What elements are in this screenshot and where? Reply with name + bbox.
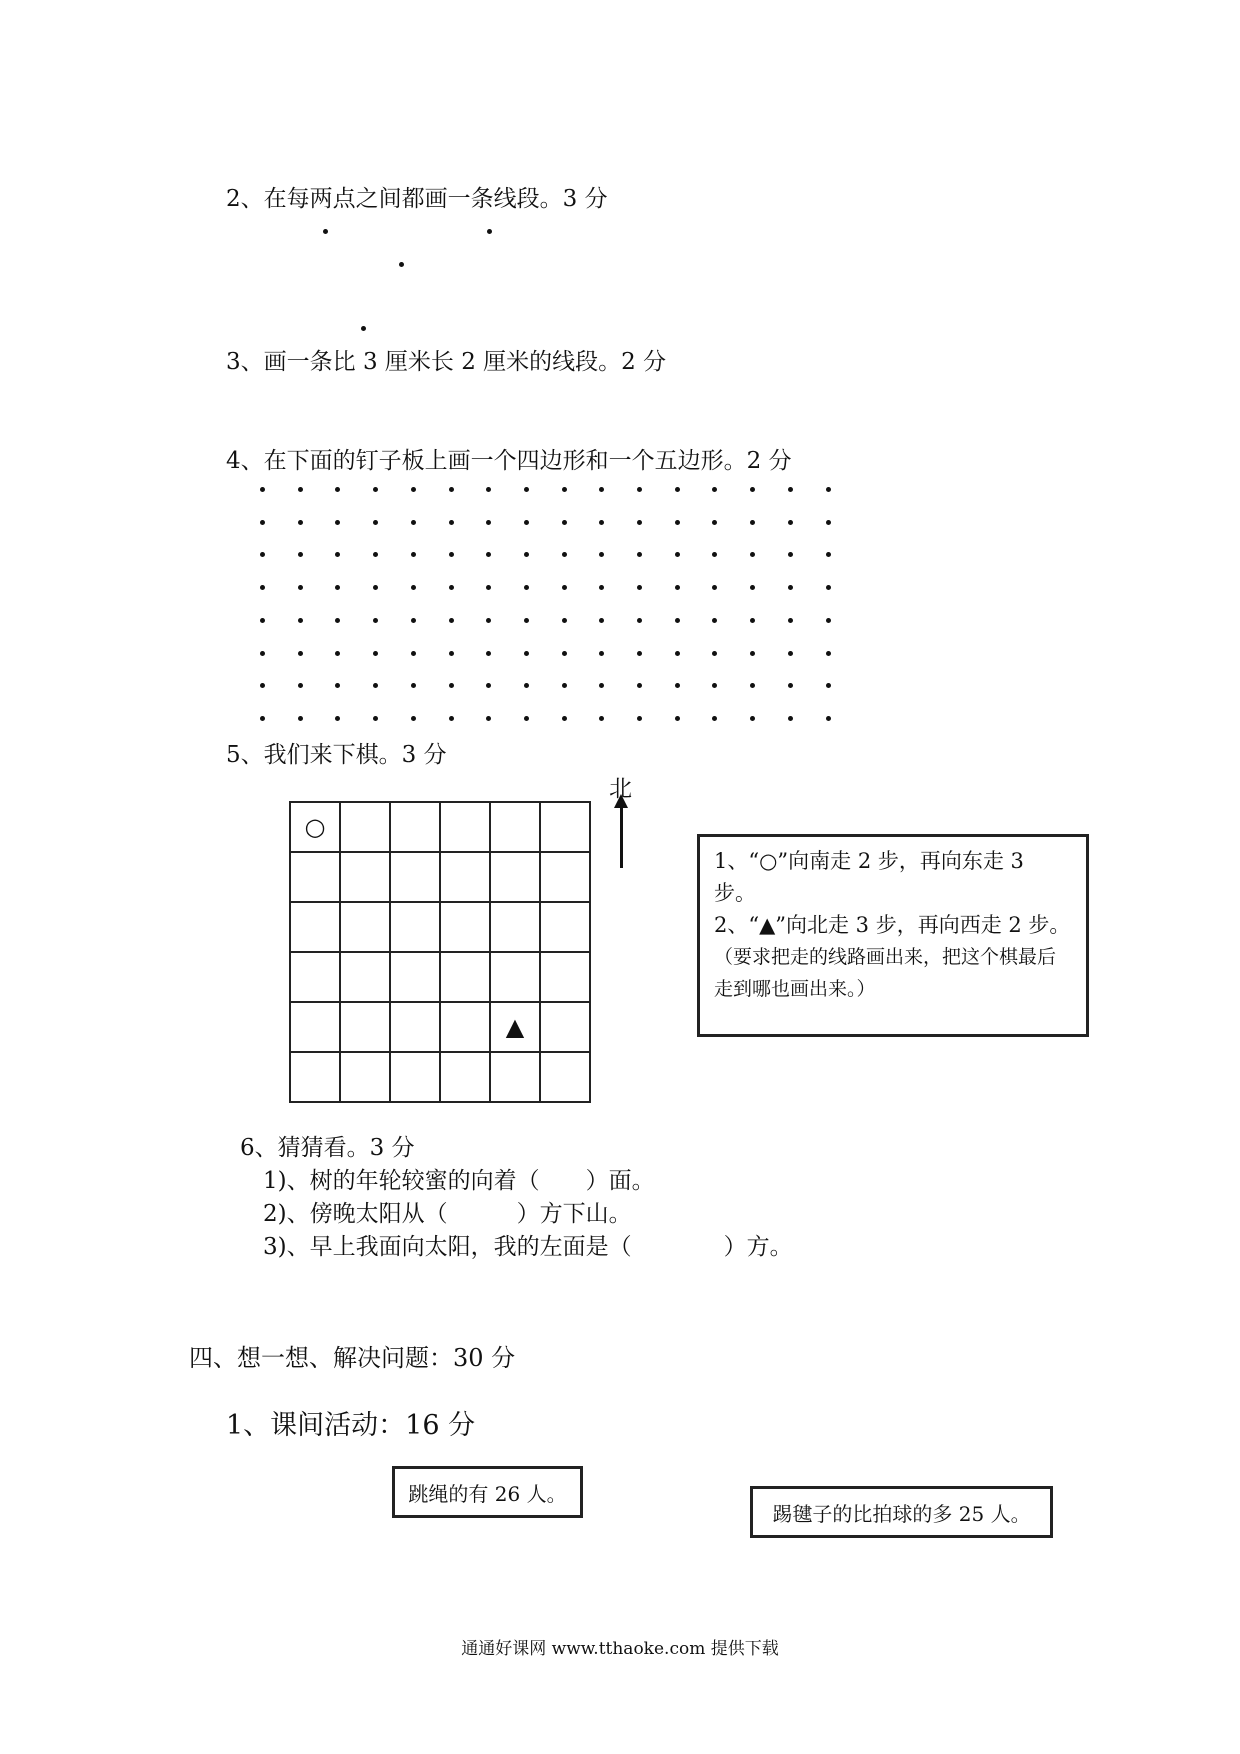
peg-dot[interactable] — [788, 487, 793, 492]
peg-dot[interactable] — [298, 585, 303, 590]
peg-dot[interactable] — [675, 487, 680, 492]
peg-dot[interactable] — [298, 618, 303, 623]
peg-dot[interactable] — [750, 651, 755, 656]
peg-dot[interactable] — [637, 585, 642, 590]
peg-dot[interactable] — [411, 683, 416, 688]
peg-dot[interactable] — [599, 585, 604, 590]
circle-piece-icon[interactable]: ○ — [304, 813, 326, 841]
peg-dot[interactable] — [637, 487, 642, 492]
peg-dot[interactable] — [826, 552, 831, 557]
peg-dot[interactable] — [524, 716, 529, 721]
board-row — [290, 902, 590, 952]
peg-dot[interactable] — [675, 651, 680, 656]
peg-dot[interactable] — [562, 552, 567, 557]
board-cell[interactable] — [490, 1002, 540, 1052]
peg-dot[interactable] — [788, 651, 793, 656]
peg-board[interactable] — [260, 487, 840, 727]
peg-dot[interactable] — [260, 683, 265, 688]
north-arrow-shaft — [620, 803, 623, 868]
peg-dot[interactable] — [750, 585, 755, 590]
peg-dot[interactable] — [335, 487, 340, 492]
board-cell[interactable] — [490, 852, 540, 902]
board-cell[interactable] — [440, 902, 490, 952]
peg-dot[interactable] — [298, 651, 303, 656]
peg-dot[interactable] — [788, 716, 793, 721]
peg-dot[interactable] — [826, 618, 831, 623]
peg-dot[interactable] — [373, 716, 378, 721]
peg-dot[interactable] — [826, 716, 831, 721]
guess-item-2: 2)、傍晚太阳从（ ）方下山。 — [263, 1201, 632, 1227]
peg-dot[interactable] — [411, 651, 416, 656]
rule-2: 2、“▲”向北走 3 步，再向西走 2 步。 — [714, 913, 1071, 937]
question-6-text: 6、猜猜看。3 分 — [240, 1135, 415, 1161]
board-cell[interactable] — [340, 952, 390, 1002]
peg-dot[interactable] — [599, 618, 604, 623]
board-cell[interactable] — [440, 1002, 490, 1052]
peg-dot[interactable] — [712, 585, 717, 590]
peg-dot[interactable] — [788, 552, 793, 557]
board-cell[interactable] — [290, 802, 340, 852]
peg-dot[interactable] — [373, 552, 378, 557]
peg-dot[interactable] — [562, 683, 567, 688]
peg-dot[interactable] — [335, 585, 340, 590]
peg-dot[interactable] — [675, 585, 680, 590]
board-cell[interactable] — [290, 902, 340, 952]
chess-board[interactable] — [289, 801, 591, 1103]
peg-dot[interactable] — [411, 552, 416, 557]
peg-dot[interactable] — [486, 585, 491, 590]
board-cell[interactable] — [340, 1052, 390, 1102]
peg-dot[interactable] — [826, 487, 831, 492]
board-cell[interactable] — [440, 852, 490, 902]
peg-dot[interactable] — [524, 520, 529, 525]
peg-dot[interactable] — [637, 520, 642, 525]
peg-dot[interactable] — [712, 716, 717, 721]
peg-dot[interactable] — [712, 683, 717, 688]
peg-dot[interactable] — [486, 487, 491, 492]
point-b — [487, 229, 492, 234]
peg-dot[interactable] — [524, 585, 529, 590]
peg-dot[interactable] — [486, 651, 491, 656]
peg-dot[interactable] — [449, 552, 454, 557]
board-cell[interactable] — [290, 1052, 340, 1102]
board-cell[interactable] — [540, 1002, 590, 1052]
peg-dot[interactable] — [486, 552, 491, 557]
board-cell[interactable] — [540, 902, 590, 952]
point-d — [361, 326, 366, 331]
peg-dot[interactable] — [260, 487, 265, 492]
peg-dot[interactable] — [675, 716, 680, 721]
peg-dot[interactable] — [750, 683, 755, 688]
peg-dot[interactable] — [826, 651, 831, 656]
peg-dot[interactable] — [298, 487, 303, 492]
board-row — [290, 1052, 590, 1102]
peg-dot[interactable] — [260, 552, 265, 557]
board-cell[interactable] — [440, 952, 490, 1002]
question-3-text: 3、画一条比 3 厘米长 2 厘米的线段。2 分 — [226, 349, 667, 375]
peg-dot[interactable] — [750, 716, 755, 721]
rule-note: （要求把走的线路画出来，把这个棋最后走到哪也画出来。） — [714, 946, 1057, 1000]
peg-dot[interactable] — [712, 552, 717, 557]
peg-dot[interactable] — [599, 487, 604, 492]
peg-dot[interactable] — [524, 552, 529, 557]
peg-dot[interactable] — [486, 716, 491, 721]
board-row — [290, 1002, 590, 1052]
peg-dot[interactable] — [675, 520, 680, 525]
peg-dot[interactable] — [260, 520, 265, 525]
peg-dot[interactable] — [411, 618, 416, 623]
shuttlecock-box: 踢毽子的比拍球的多 25 人。 — [750, 1486, 1053, 1538]
board-cell[interactable] — [490, 952, 540, 1002]
peg-dot[interactable] — [562, 618, 567, 623]
peg-dot[interactable] — [562, 716, 567, 721]
peg-dot[interactable] — [449, 487, 454, 492]
board-cell[interactable] — [490, 802, 540, 852]
board-cell[interactable] — [390, 1052, 440, 1102]
board-cell[interactable] — [390, 802, 440, 852]
peg-dot[interactable] — [675, 552, 680, 557]
peg-dot[interactable] — [637, 683, 642, 688]
board-cell[interactable] — [540, 1052, 590, 1102]
peg-dot[interactable] — [260, 716, 265, 721]
board-cell[interactable] — [290, 1002, 340, 1052]
board-cell[interactable] — [440, 1052, 490, 1102]
guess-item-3: 3)、早上我面向太阳，我的左面是（ ）方。 — [263, 1234, 793, 1260]
peg-dot[interactable] — [373, 683, 378, 688]
peg-dot[interactable] — [562, 487, 567, 492]
peg-dot[interactable] — [637, 618, 642, 623]
peg-dot[interactable] — [599, 651, 604, 656]
rules-box — [697, 834, 1089, 1037]
peg-dot[interactable] — [411, 487, 416, 492]
board-cell[interactable] — [540, 952, 590, 1002]
peg-dot[interactable] — [411, 520, 416, 525]
peg-dot[interactable] — [335, 683, 340, 688]
peg-dot[interactable] — [599, 552, 604, 557]
peg-dot[interactable] — [298, 552, 303, 557]
peg-dot[interactable] — [449, 618, 454, 623]
point-c — [399, 262, 404, 267]
peg-dot[interactable] — [599, 683, 604, 688]
peg-dot[interactable] — [335, 552, 340, 557]
question-4-text: 4、在下面的钉子板上画一个四边形和一个五边形。2 分 — [226, 448, 792, 474]
rule-1: 1、“○”向南走 2 步，再向东走 3 步。 — [714, 849, 1024, 905]
peg-dot[interactable] — [675, 618, 680, 623]
peg-dot[interactable] — [562, 585, 567, 590]
peg-dot[interactable] — [449, 683, 454, 688]
guess-item-1: 1)、树的年轮较蜜的向着（ ）面。 — [263, 1168, 655, 1194]
peg-dot[interactable] — [298, 716, 303, 721]
peg-dot[interactable] — [675, 683, 680, 688]
peg-dot[interactable] — [788, 683, 793, 688]
peg-dot[interactable] — [562, 520, 567, 525]
board-cell[interactable] — [340, 902, 390, 952]
peg-dot[interactable] — [449, 716, 454, 721]
board-cell[interactable] — [390, 902, 440, 952]
peg-dot[interactable] — [524, 487, 529, 492]
peg-dot[interactable] — [298, 520, 303, 525]
peg-dot[interactable] — [486, 520, 491, 525]
peg-dot[interactable] — [712, 520, 717, 525]
peg-dot[interactable] — [373, 585, 378, 590]
board-row — [290, 802, 590, 852]
peg-dot[interactable] — [750, 487, 755, 492]
peg-dot[interactable] — [750, 618, 755, 623]
board-cell[interactable] — [540, 802, 590, 852]
peg-dot[interactable] — [826, 585, 831, 590]
board-row — [290, 952, 590, 1002]
north-label: 北 — [609, 776, 632, 802]
peg-dot[interactable] — [637, 651, 642, 656]
peg-dot[interactable] — [788, 618, 793, 623]
board-cell[interactable] — [340, 802, 390, 852]
board-cell[interactable] — [490, 1052, 540, 1102]
peg-dot[interactable] — [788, 585, 793, 590]
point-a — [323, 229, 328, 234]
section-4-question-1: 1、课间活动：16 分 — [226, 1410, 476, 1441]
peg-dot[interactable] — [637, 716, 642, 721]
triangle-piece-icon[interactable]: ▲ — [505, 1013, 525, 1041]
board-cell[interactable] — [390, 1002, 440, 1052]
peg-dot[interactable] — [260, 585, 265, 590]
peg-dot[interactable] — [712, 487, 717, 492]
peg-dot[interactable] — [524, 651, 529, 656]
peg-dot[interactable] — [599, 520, 604, 525]
peg-dot[interactable] — [599, 716, 604, 721]
peg-dot[interactable] — [524, 618, 529, 623]
peg-dot[interactable] — [373, 618, 378, 623]
peg-dot[interactable] — [788, 520, 793, 525]
peg-dot[interactable] — [449, 585, 454, 590]
peg-dot[interactable] — [826, 683, 831, 688]
peg-dot[interactable] — [449, 651, 454, 656]
board-cell[interactable] — [390, 852, 440, 902]
jump-rope-box: 跳绳的有 26 人。 — [392, 1466, 583, 1518]
board-cell[interactable] — [340, 1002, 390, 1052]
peg-dot[interactable] — [373, 520, 378, 525]
peg-dot[interactable] — [712, 618, 717, 623]
board-cell[interactable] — [390, 952, 440, 1002]
board-cell[interactable] — [440, 802, 490, 852]
question-2-text: 2、在每两点之间都画一条线段。3 分 — [226, 186, 608, 212]
peg-dot[interactable] — [260, 618, 265, 623]
peg-dot[interactable] — [335, 716, 340, 721]
peg-dot[interactable] — [750, 552, 755, 557]
peg-dot[interactable] — [637, 552, 642, 557]
peg-dot[interactable] — [486, 683, 491, 688]
board-cell[interactable] — [290, 952, 340, 1002]
board-cell[interactable] — [340, 852, 390, 902]
peg-dot[interactable] — [335, 651, 340, 656]
peg-dot[interactable] — [373, 651, 378, 656]
board-cell[interactable] — [290, 852, 340, 902]
board-row — [290, 852, 590, 902]
page-footer: 通通好课网 www.tthaoke.com 提供下载 — [461, 1639, 779, 1659]
peg-dot[interactable] — [373, 487, 378, 492]
peg-dot[interactable] — [335, 618, 340, 623]
peg-dot[interactable] — [260, 651, 265, 656]
peg-dot[interactable] — [298, 683, 303, 688]
section-4-title: 四、想一想、解决问题：30 分 — [189, 1344, 516, 1372]
peg-dot[interactable] — [750, 520, 755, 525]
board-cell[interactable] — [540, 852, 590, 902]
peg-dot[interactable] — [524, 683, 529, 688]
peg-dot[interactable] — [411, 716, 416, 721]
peg-dot[interactable] — [411, 585, 416, 590]
peg-dot[interactable] — [826, 520, 831, 525]
peg-dot[interactable] — [562, 651, 567, 656]
peg-dot[interactable] — [712, 651, 717, 656]
peg-dot[interactable] — [486, 618, 491, 623]
peg-dot[interactable] — [449, 520, 454, 525]
question-5-text: 5、我们来下棋。3 分 — [226, 742, 447, 768]
peg-dot[interactable] — [335, 520, 340, 525]
board-cell[interactable] — [490, 902, 540, 952]
